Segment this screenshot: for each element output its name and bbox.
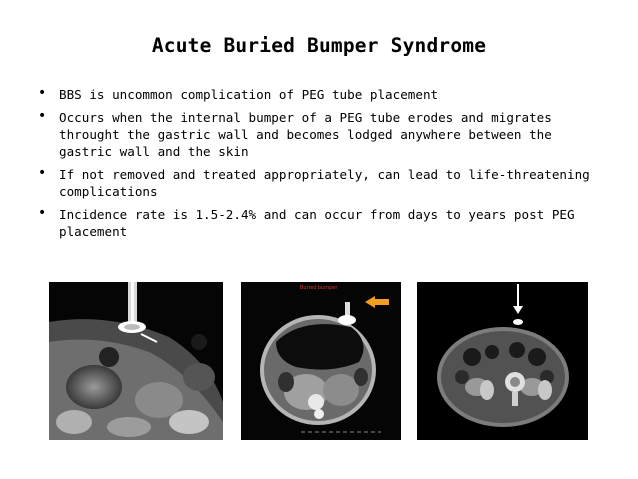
ct-image-2 <box>241 282 401 440</box>
ct-image-3 <box>417 282 588 440</box>
bullet-text: Incidence rate is 1.5-2.4% and can occur from days to years post PEG placement <box>59 207 575 239</box>
bullet-item <box>38 206 598 240</box>
bullet-text: If not removed and treated appropriately, can lead to life-threatening complications <box>59 167 590 199</box>
bullet-text: Occurs when the internal bumper of a PEG tube erodes and migrates throught the gastric wall and becomes lodged anywhere between the gastric wall and the skin <box>59 110 552 159</box>
bullet-list <box>38 86 598 246</box>
bullet-icon: • <box>38 165 47 181</box>
bullet-item <box>38 109 598 160</box>
bullet-text: BBS is uncommon complication of PEG tube placement <box>59 87 439 102</box>
bullet-icon: • <box>38 108 47 124</box>
bullet-item <box>38 166 598 200</box>
ct-image-1 <box>49 282 223 440</box>
bullet-icon: • <box>38 85 47 101</box>
bullet-item <box>38 86 598 103</box>
slide-title: Acute Buried Bumper Syndrome <box>151 34 487 57</box>
image-watermark: Buried bumper <box>300 285 338 291</box>
bullet-icon: • <box>38 205 47 221</box>
